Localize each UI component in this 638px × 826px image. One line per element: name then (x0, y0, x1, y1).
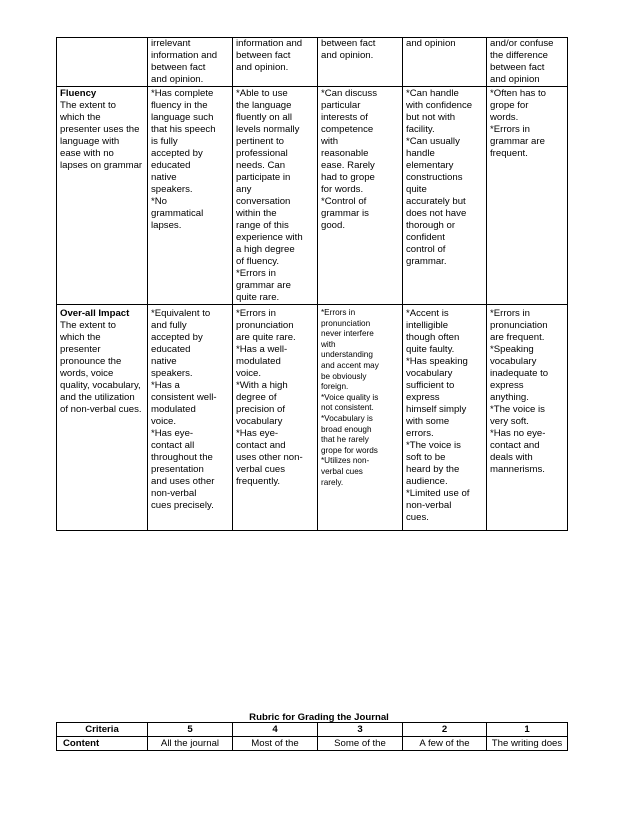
criteria-line: presenter (60, 344, 101, 355)
descriptor-line: with (321, 339, 336, 349)
descriptor-line: information and (236, 38, 303, 49)
criteria-line: The extent to (60, 320, 116, 331)
header-score-5: 5 (148, 723, 233, 737)
descriptor-line: conversation (236, 196, 291, 207)
descriptor-line: *The voice is (490, 404, 545, 415)
descriptor-line: language such (151, 112, 214, 123)
descriptor-line: non-verbal (406, 500, 452, 511)
content-score-1: The writing does (487, 737, 568, 751)
score-2-cell (403, 305, 487, 531)
descriptor-line: *The voice is (406, 440, 461, 451)
criteria-title: Over-all Impact (60, 308, 130, 319)
descriptor-line: quite (406, 184, 427, 195)
descriptor-line: soft to be (406, 452, 446, 463)
descriptor-line: levels normally (236, 124, 300, 135)
descriptor-line: *With a high (236, 380, 288, 391)
descriptor-line: uses other non- (236, 452, 303, 463)
descriptor-line: professional (236, 148, 288, 159)
descriptor-line: are quite rare. (236, 332, 296, 343)
descriptor-line: *Accent is (406, 308, 449, 319)
descriptor-line: be obviously (321, 371, 367, 381)
descriptor-line: competence (321, 124, 374, 135)
descriptor-line: precision of (236, 404, 286, 415)
descriptor-line: accurately but (406, 196, 466, 207)
descriptor-line: understanding (321, 350, 373, 360)
descriptor-line: between fact (490, 62, 545, 73)
descriptor-line: *Often has to (490, 88, 546, 99)
descriptor-line: constructions (406, 172, 463, 183)
descriptor-line: degree of (236, 392, 277, 403)
descriptor-line: pronunciation (490, 320, 548, 331)
descriptor-line: *Has eye- (151, 428, 194, 439)
descriptor-line: thorough or (406, 220, 456, 231)
descriptor-line: but not with (406, 112, 456, 123)
descriptor-line: frequently. (236, 476, 281, 487)
descriptor-line: the difference (490, 50, 548, 61)
descriptor-line: control of (406, 244, 446, 255)
descriptor-line: ease. Rarely (321, 160, 375, 171)
descriptor-line: fluency in the (151, 100, 208, 111)
descriptor-line: presentation (151, 464, 204, 475)
descriptor-line: *Has no eye- (490, 428, 546, 439)
descriptor-line: irrelevant (151, 38, 191, 49)
descriptor-line: and opinion. (236, 62, 289, 73)
descriptor-line: *Able to use (236, 88, 288, 99)
criteria-line: lapses on grammar (60, 160, 143, 171)
descriptor-line: *Errors in (236, 308, 276, 319)
descriptor-line: with some (406, 416, 450, 427)
descriptor-line: voice. (236, 368, 262, 379)
descriptor-line: grammar is (321, 208, 369, 219)
score-4-cell (233, 38, 318, 87)
descriptor-line: with confidence (406, 100, 473, 111)
descriptor-line: *Has speaking (406, 356, 468, 367)
score-4-cell (233, 305, 318, 531)
descriptor-line: modulated (151, 404, 196, 415)
descriptor-line: sufficient to (406, 380, 455, 391)
descriptor-line: and opinion (490, 74, 540, 85)
descriptor-line: between fact (321, 38, 376, 49)
descriptor-line: consistent well- (151, 392, 217, 403)
descriptor-line: good. (321, 220, 346, 231)
header-score-3: 3 (318, 723, 403, 737)
descriptor-line: intelligible (406, 320, 449, 331)
score-2-cell (403, 87, 487, 305)
descriptor-line: *Has eye- (236, 428, 279, 439)
descriptor-line: speakers. (151, 368, 193, 379)
criteria-line: The extent to (60, 100, 116, 111)
criteria-line: pronounce the (60, 356, 122, 367)
descriptor-line: quite rare. (236, 292, 280, 303)
descriptor-line: express (406, 392, 440, 403)
descriptor-line: pronunciation (236, 320, 294, 331)
content-score-2: A few of the (403, 737, 487, 751)
descriptor-line: himself simply (406, 404, 467, 415)
descriptor-line: fluently on all (236, 112, 292, 123)
rubric-row (57, 38, 568, 87)
score-1-cell (487, 38, 568, 87)
journal-row-content (57, 737, 568, 751)
descriptor-line: pertinent to (236, 136, 285, 147)
descriptor-line: heard by the (406, 464, 460, 475)
criteria-line: which the (60, 112, 101, 123)
descriptor-line: facility. (406, 124, 435, 135)
descriptor-line: grammar are (236, 280, 291, 291)
descriptor-line: grope for (490, 100, 529, 111)
descriptor-line: broad enough (321, 424, 372, 434)
header-score-1: 1 (487, 723, 568, 737)
descriptor-line: *Errors in (490, 124, 530, 135)
descriptor-line: *Equivalent to (151, 308, 211, 319)
descriptor-line: and accent may (321, 360, 379, 370)
descriptor-line: accepted by (151, 148, 203, 159)
journal-header-row (57, 723, 568, 737)
descriptor-line: grammar. (406, 256, 447, 267)
descriptor-line: contact all (151, 440, 195, 451)
descriptor-line: quite faulty. (406, 344, 455, 355)
header-criteria: Criteria (57, 723, 148, 737)
descriptor-line: of fluency. (236, 256, 280, 267)
descriptor-line: handle (406, 148, 435, 159)
rubric-row (57, 305, 568, 531)
header-score-4: 4 (233, 723, 318, 737)
descriptor-line: verbal cues (236, 464, 286, 475)
header-score-2: 2 (403, 723, 487, 737)
score-5-cell (148, 87, 233, 305)
descriptor-line: particular (321, 100, 361, 111)
descriptor-line: are frequent. (490, 332, 545, 343)
descriptor-line: *Has a well- (236, 344, 288, 355)
descriptor-line: that his speech (151, 124, 216, 135)
descriptor-line: and/or confuse (490, 38, 554, 49)
descriptor-line: with (321, 136, 339, 147)
descriptor-line: *Can usually (406, 136, 460, 147)
descriptor-line: elementary (406, 160, 454, 171)
descriptor-line: is fully (151, 136, 178, 147)
descriptor-line: non-verbal (151, 488, 197, 499)
score-3-cell (318, 305, 403, 531)
descriptor-line: mannerisms. (490, 464, 545, 475)
criteria-line: and the utilization (60, 392, 135, 403)
score-3-cell (318, 87, 403, 305)
descriptor-line: *No (151, 196, 167, 207)
descriptor-line: rarely. (321, 477, 344, 487)
content-score-5: All the journal (148, 737, 233, 751)
descriptor-line: *Control of (321, 196, 367, 207)
rubric-row (57, 87, 568, 305)
descriptor-line: and opinion (406, 38, 456, 49)
rubric-table (56, 37, 568, 531)
descriptor-line: grope for words (321, 445, 378, 455)
descriptor-line: participate in (236, 172, 291, 183)
descriptor-line: and opinion. (321, 50, 374, 61)
descriptor-line: frequent. (490, 148, 528, 159)
descriptor-line: *Errors in (321, 308, 356, 317)
criteria-line: ease with no (60, 148, 114, 159)
descriptor-line: within the (236, 208, 277, 219)
descriptor-line: *Has complete (151, 88, 214, 99)
criteria-line: of non-verbal cues. (60, 404, 142, 415)
descriptor-line: audience. (406, 476, 448, 487)
descriptor-line: verbal cues (321, 466, 363, 476)
descriptor-line: experience with (236, 232, 303, 243)
descriptor-line: throughout the (151, 452, 213, 463)
descriptor-line: needs. Can (236, 160, 286, 171)
score-1-cell (487, 305, 568, 531)
descriptor-line: never interfere (321, 329, 374, 339)
score-4-cell (233, 87, 318, 305)
descriptor-line: voice. (151, 416, 177, 427)
descriptor-line: *Voice quality is (321, 392, 379, 402)
descriptor-line: contact and (490, 440, 540, 451)
descriptor-line: not consistent. (321, 403, 374, 413)
criteria-line: language with (60, 136, 120, 147)
descriptor-line: a high degree (236, 244, 295, 255)
descriptor-line: vocabulary (236, 416, 283, 427)
descriptor-line: *Limited use of (406, 488, 470, 499)
descriptor-line: grammatical (151, 208, 204, 219)
descriptor-line: grammar are (490, 136, 545, 147)
content-score-3: Some of the (318, 737, 403, 751)
descriptor-line: lapses. (151, 220, 182, 231)
criteria-line: presenter uses the (60, 124, 140, 135)
descriptor-line: educated (151, 344, 191, 355)
descriptor-line: between fact (151, 62, 206, 73)
descriptor-line: *Errors in (236, 268, 276, 279)
descriptor-line: *Speaking (490, 344, 534, 355)
criteria-line: words, voice (60, 368, 114, 379)
descriptor-line: interests of (321, 112, 368, 123)
descriptor-line: native (151, 356, 177, 367)
score-1-cell (487, 87, 568, 305)
descriptor-line: any (236, 184, 252, 195)
descriptor-line: anything. (490, 392, 529, 403)
descriptor-line: reasonable (321, 148, 369, 159)
descriptor-line: had to grope (321, 172, 375, 183)
criteria-content: Content (57, 737, 148, 751)
descriptor-line: and uses other (151, 476, 215, 487)
descriptor-line: errors. (406, 428, 434, 439)
descriptor-line: educated (151, 160, 191, 171)
descriptor-line: *Errors in (490, 308, 530, 319)
descriptor-line: words. (490, 112, 519, 123)
criteria-cell (57, 305, 148, 531)
descriptor-line: speakers. (151, 184, 193, 195)
descriptor-line: *Utilizes non- (321, 456, 370, 466)
criteria-cell (57, 87, 148, 305)
criteria-title: Fluency (60, 88, 97, 99)
descriptor-line: foreign. (321, 382, 349, 392)
journal-rubric-title: Rubric for Grading the Journal (249, 712, 389, 723)
descriptor-line: very soft. (490, 416, 529, 427)
descriptor-line: express (490, 380, 524, 391)
criteria-line: which the (60, 332, 101, 343)
score-5-cell (148, 38, 233, 87)
descriptor-line: *Has a (151, 380, 180, 391)
content-score-4: Most of the (233, 737, 318, 751)
descriptor-line: vocabulary (490, 356, 537, 367)
journal-rubric-table (56, 722, 568, 751)
descriptor-line: deals with (490, 452, 533, 463)
descriptor-line: range of this (236, 220, 289, 231)
score-3-cell (318, 38, 403, 87)
descriptor-line: though often (406, 332, 460, 343)
descriptor-line: native (151, 172, 177, 183)
descriptor-line: vocabulary (406, 368, 453, 379)
descriptor-line: pronunciation (321, 318, 371, 328)
descriptor-line: modulated (236, 356, 281, 367)
descriptor-line: that he rarely (321, 435, 369, 445)
descriptor-line: *Can handle (406, 88, 459, 99)
descriptor-line: the language (236, 100, 292, 111)
descriptor-line: *Can discuss (321, 88, 377, 99)
descriptor-line: and opinion. (151, 74, 204, 85)
descriptor-line: contact and (236, 440, 286, 451)
descriptor-line: inadequate to (490, 368, 549, 379)
descriptor-line: for words. (321, 184, 364, 195)
descriptor-line: confident (406, 232, 445, 243)
descriptor-line: *Vocabulary is (321, 413, 373, 423)
criteria-line: quality, vocabulary, (60, 380, 141, 391)
criteria-cell (57, 38, 148, 87)
descriptor-line: between fact (236, 50, 291, 61)
descriptor-line: does not have (406, 208, 467, 219)
descriptor-line: accepted by (151, 332, 203, 343)
score-2-cell (403, 38, 487, 87)
descriptor-line: cues. (406, 512, 429, 523)
descriptor-line: and fully (151, 320, 187, 331)
descriptor-line: cues precisely. (151, 500, 214, 511)
descriptor-line: information and (151, 50, 218, 61)
score-5-cell (148, 305, 233, 531)
